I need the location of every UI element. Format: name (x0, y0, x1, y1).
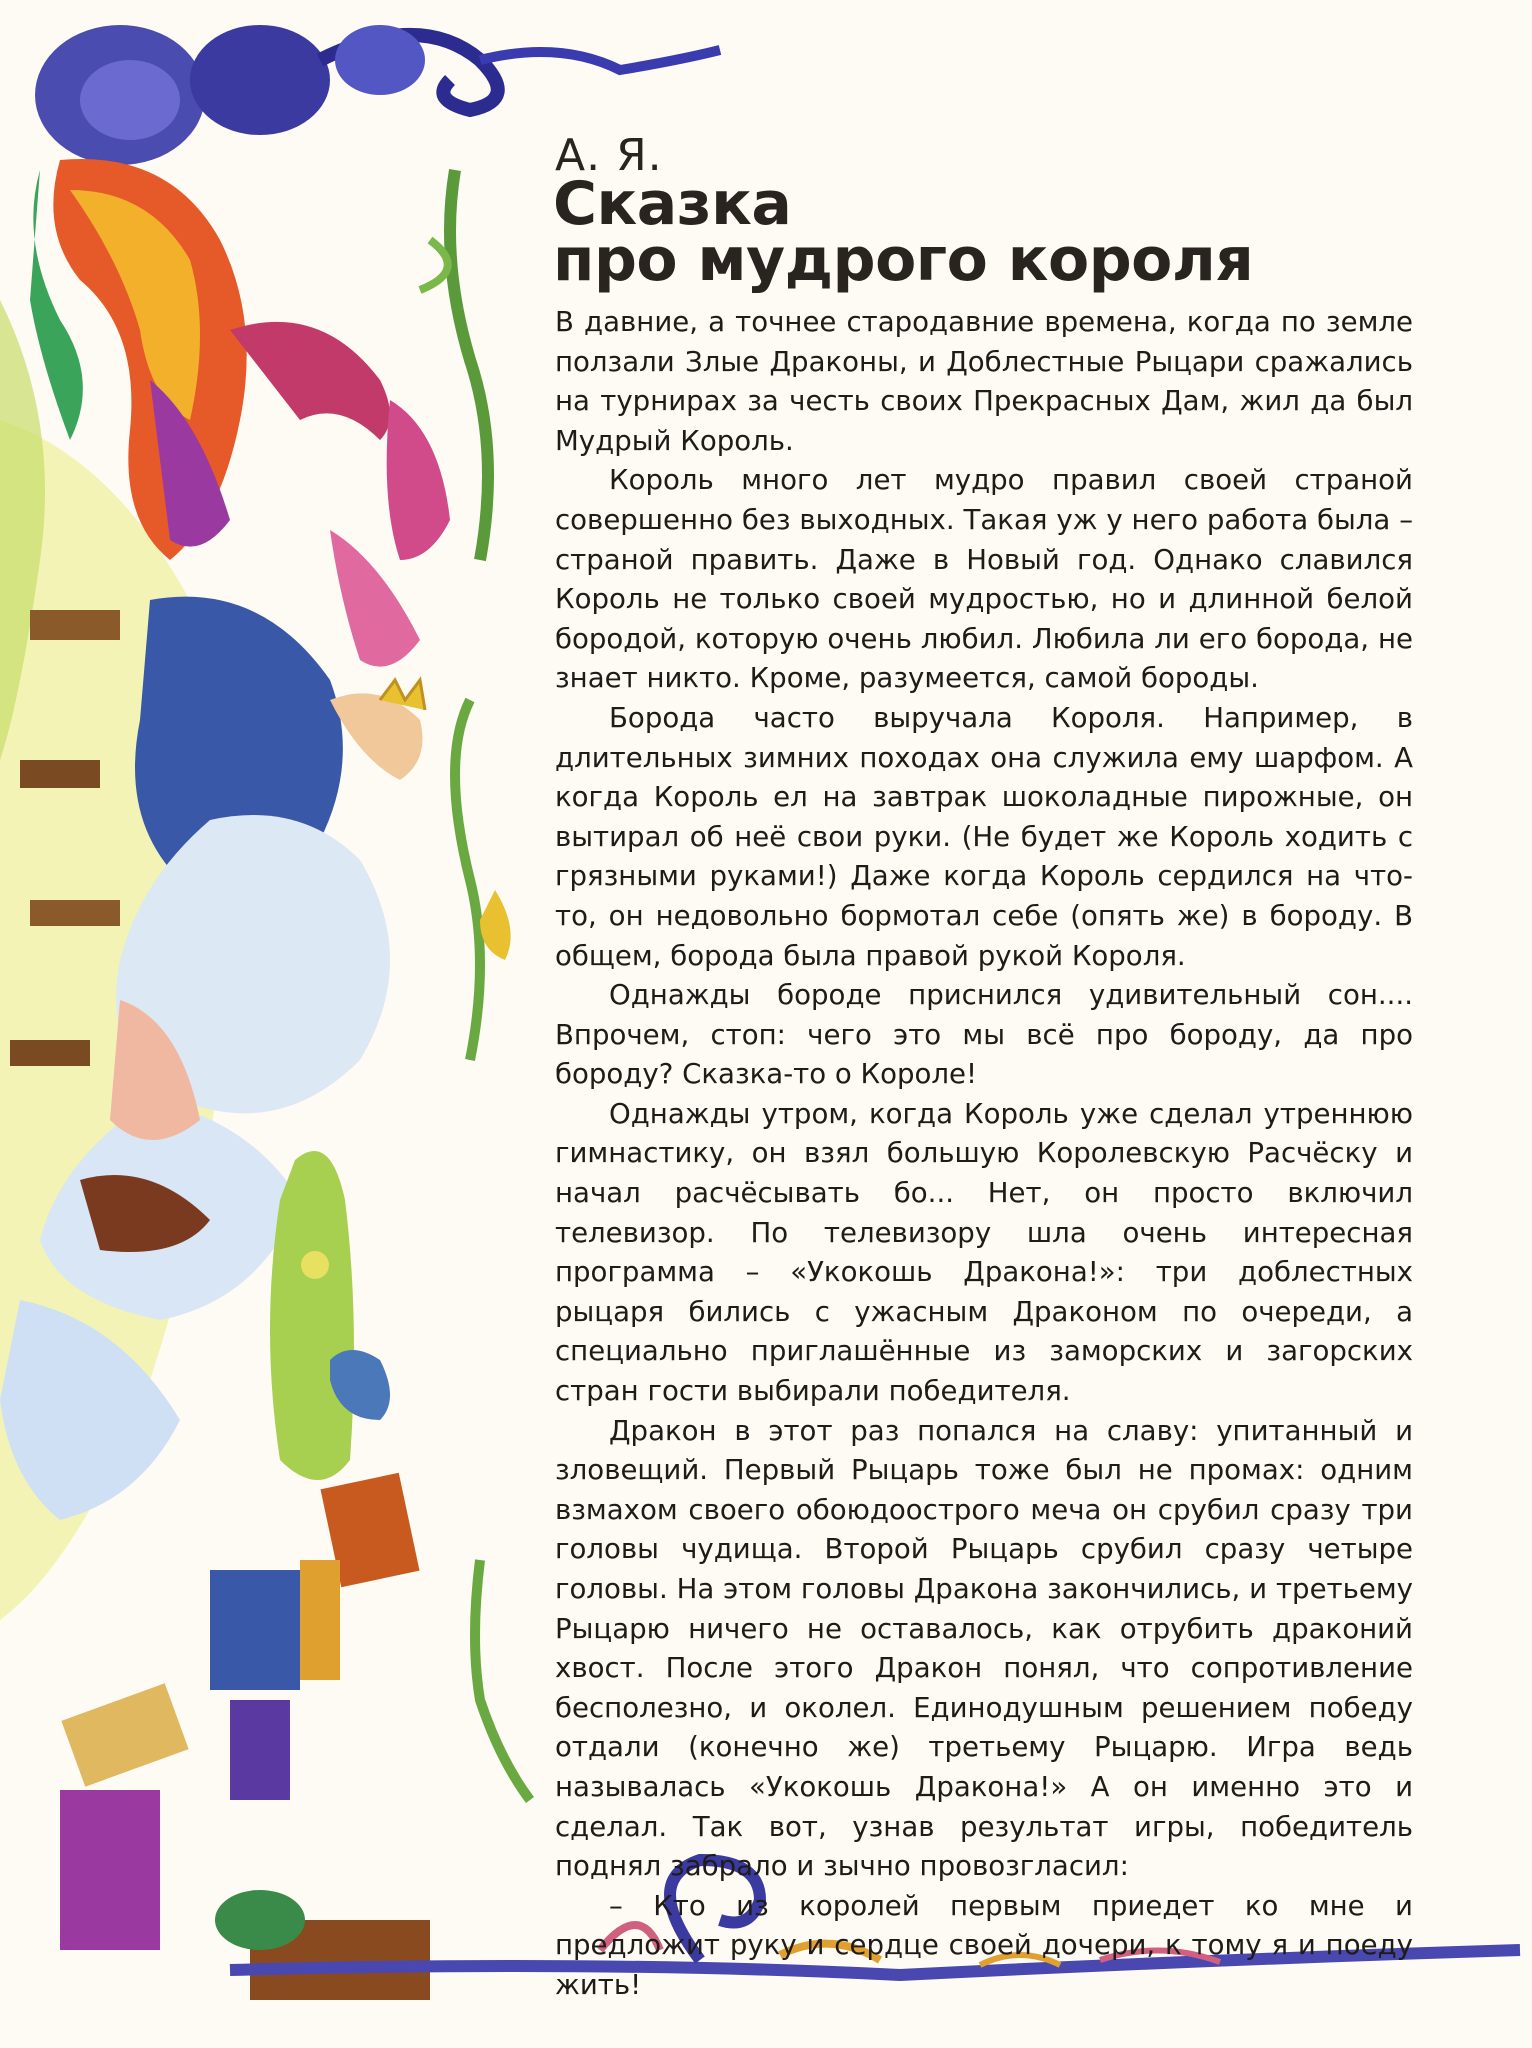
green-stalks (420, 170, 530, 1800)
page-title (553, 169, 1353, 295)
story-paragraph: Однажды утром, когда Король уже сделал утреннюю гимнастику, он взял большую Королевскую Расчёску и начал расчёсывать бо... Нет, он просто включил телевизор. По телевизору шла очень интересная программа – «Укокошь Дракона!»: три доблестных рыцаря бились с ужасным Драконом по очереди, а специально приглашённые из заморских и загорских стран гости выбирали победителя. (555, 1096, 1413, 1408)
story-paragraph: В давние, а точнее стародавние времена, когда по земле ползали Злые Драконы, и Доблестные Рыцари сражались на турнирах за честь своих Прекрасных Дам, жил да был Мудрый Король. (555, 305, 1413, 457)
story-paragraph: Дракон в этот раз попался на славу: упитанный и зловещий. Первый Рыцарь тоже был не промах: одним взмахом своего обоюдоострого меча он срубил сразу три головы чудища. Второй Рыцарь срубил сразу четыре головы. На этом головы Дракона закончились, и третьему Рыцарю ничего не оставалось, как отрубить драконий хвост. После этого Дракон понял, что сопротивление бесполезно, и околел. Единодушным решением победу отдали (конечно же) третьему Рыцарю. Игра ведь называлась «Укокошь Дракона!» А он именно это и сделал. Так вот, узнав результат игры, победитель поднял забрало и зычно провозгласил: (555, 1413, 1413, 1883)
story-paragraph: – Кто из королей первым приедет ко мне и предложит руку и сердце своей дочери, к тому я и поеду жить! (555, 1888, 1413, 2001)
green-tree (270, 1151, 390, 1480)
title-line-2: про мудрого короля (553, 225, 1254, 295)
author-name: А. Я. (555, 130, 663, 181)
story-paragraph: Борода часто выручала Короля. Например, в длительных зимних походах она служила ему шарфом. А когда Король ел на завтрак шоколадные пирожные, он вытирал об неё свои руки. (Не будет же Король ходить с грязными руками!) Даже когда Король сердился на что-то, он недовольно бормотал себе (опять же) в бороду. В общем, борода была правой рукой Короля. (555, 700, 1413, 972)
books-stack (60, 1473, 430, 2000)
story-paragraph: Однажды бороде приснился удивительный сон.... Впрочем, стоп: чего это мы всё про бороду, да про бороду? Сказка-то о Короле! (555, 978, 1413, 1091)
story-text (555, 302, 1413, 2005)
story-paragraph: Король много лет мудро правил своей страной совершенно без выходных. Такая уж у него работа была – страной править. Даже в Новый год. Однако славился Король не только своей мудростью, но и длинной белой бородой, которую очень любил. Любила ли его борода, не знает никто. Кроме, разумеется, самой бороды. (555, 463, 1413, 695)
title-line-1: Сказка (553, 169, 792, 239)
